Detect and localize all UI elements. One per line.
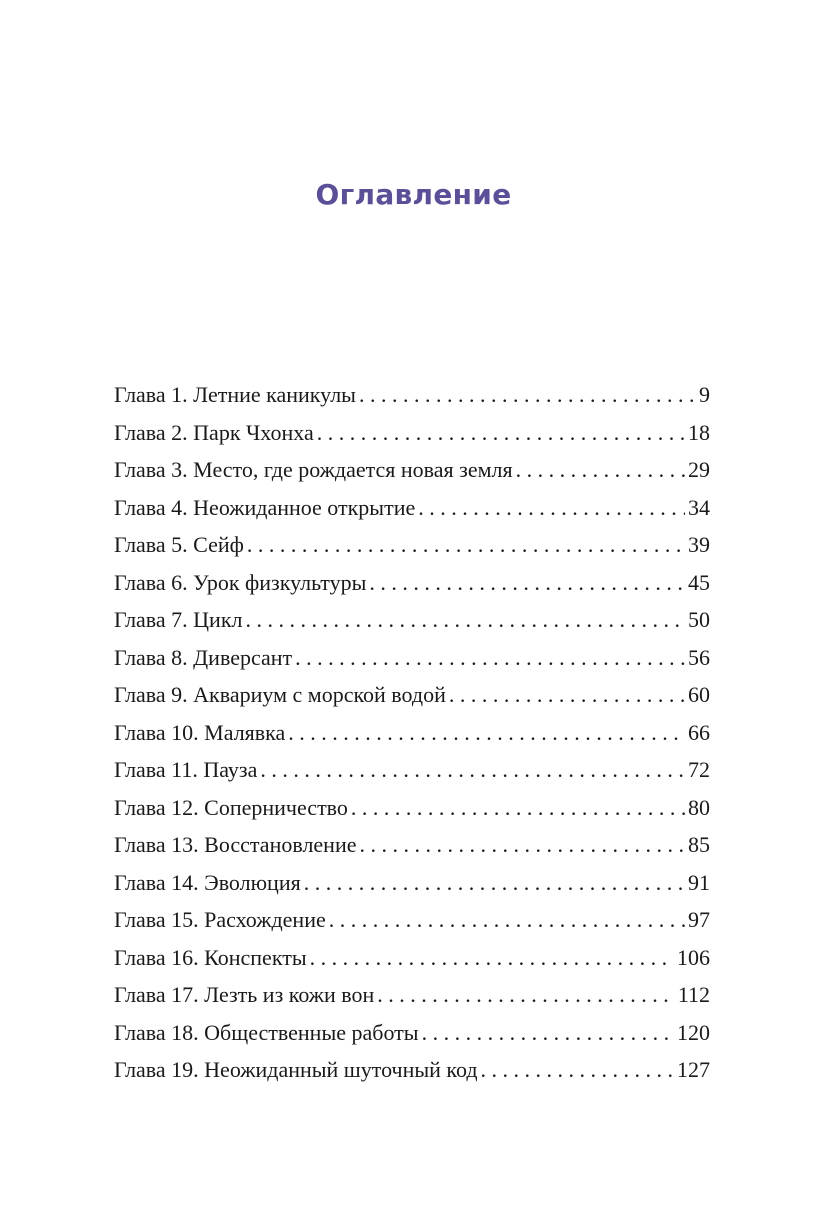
toc-entry-13[interactable] <box>114 826 710 864</box>
toc-entry-label: Глава 5. Сейф <box>114 532 244 557</box>
toc-dot-leader <box>418 489 685 527</box>
toc-entry-label: Глава 14. Эволюция <box>114 869 301 895</box>
toc-entry-label: Глава 10. Малявка <box>114 719 286 745</box>
toc-entry-label: Глава 4. Неожиданное открытие <box>114 494 416 520</box>
toc-entry-page: 34 <box>688 494 710 520</box>
toc-entry-page: 127 <box>677 1057 710 1082</box>
toc-entry-label: Глава 18. Общественные работы <box>114 1019 419 1045</box>
toc-dot-leader <box>329 901 685 939</box>
toc-dot-leader <box>351 789 685 827</box>
toc-entry-2[interactable] <box>114 414 710 452</box>
toc-dot-leader <box>359 376 696 414</box>
toc-dot-leader <box>360 826 686 864</box>
toc-entry-10[interactable] <box>114 714 710 752</box>
toc-entry-label: Глава 1. Летние каникулы <box>114 382 356 407</box>
toc-entry-page: 50 <box>688 607 710 632</box>
toc-entry-page: 39 <box>688 532 710 557</box>
toc-dot-leader <box>288 714 685 752</box>
toc-entry-label: Глава 16. Конспекты <box>114 944 307 970</box>
toc-entry-page: 72 <box>688 757 710 782</box>
toc-entry-12[interactable] <box>114 789 710 827</box>
toc-entry-page: 45 <box>688 569 710 595</box>
toc-entry-7[interactable] <box>114 601 710 639</box>
toc-entry-label: Глава 8. Диверсант <box>114 644 293 670</box>
table-of-contents <box>114 376 710 1089</box>
toc-entry-page: 56 <box>688 644 710 670</box>
toc-entry-page: 120 <box>677 1019 710 1045</box>
toc-dot-leader <box>422 1014 674 1052</box>
toc-entry-page: 66 <box>688 719 710 745</box>
toc-entry-11[interactable] <box>114 751 710 789</box>
toc-entry-label: Глава 7. Цикл <box>114 607 243 632</box>
toc-entry-label: Глава 13. Восстановление <box>114 832 357 857</box>
toc-entry-3[interactable] <box>114 451 710 489</box>
toc-entry-16[interactable] <box>114 939 710 977</box>
toc-entry-label: Глава 15. Расхождение <box>114 907 326 932</box>
toc-dot-leader <box>247 526 685 564</box>
toc-entry-page: 9 <box>699 382 710 407</box>
toc-entry-page: 91 <box>688 869 710 895</box>
toc-dot-leader <box>310 939 674 977</box>
toc-entry-label: Глава 12. Соперничество <box>114 794 348 820</box>
toc-entry-page: 29 <box>688 457 710 482</box>
toc-entry-label: Глава 3. Место, где рождается новая земля <box>114 457 513 482</box>
toc-entry-label: Глава 17. Лезть из кожи вон <box>114 982 375 1007</box>
toc-entry-9[interactable] <box>114 676 710 714</box>
toc-entry-17[interactable] <box>114 976 710 1014</box>
toc-entry-page: 60 <box>688 682 710 707</box>
toc-dot-leader <box>260 751 685 789</box>
toc-entry-6[interactable] <box>114 564 710 602</box>
toc-entry-5[interactable] <box>114 526 710 564</box>
toc-entry-page: 97 <box>688 907 710 932</box>
toc-entry-page: 112 <box>677 982 710 1007</box>
toc-entry-14[interactable] <box>114 864 710 902</box>
toc-entry-page: 85 <box>688 832 710 857</box>
toc-entry-page: 80 <box>688 794 710 820</box>
toc-entry-8[interactable] <box>114 639 710 677</box>
toc-dot-leader <box>317 414 685 452</box>
toc-entry-label: Глава 6. Урок физкультуры <box>114 569 367 595</box>
toc-dot-leader <box>377 976 675 1014</box>
toc-dot-leader <box>449 676 685 714</box>
toc-dot-leader <box>369 564 685 602</box>
toc-entry-4[interactable] <box>114 489 710 527</box>
toc-entry-18[interactable] <box>114 1014 710 1052</box>
page-title: Оглавление <box>315 178 512 211</box>
toc-entry-1[interactable] <box>114 376 710 414</box>
toc-dot-leader <box>516 451 685 489</box>
toc-dot-leader <box>246 601 686 639</box>
toc-entry-label: Глава 11. Пауза <box>114 757 258 782</box>
toc-entry-15[interactable] <box>114 901 710 939</box>
toc-entry-label: Глава 19. Неожиданный шуточный код <box>114 1057 478 1082</box>
toc-entry-label: Глава 2. Парк Чхонха <box>114 419 314 445</box>
toc-entry-label: Глава 9. Аквариум с морской водой <box>114 682 446 707</box>
toc-dot-leader <box>295 639 685 677</box>
toc-entry-19[interactable] <box>114 1051 710 1089</box>
toc-entry-page: 18 <box>688 419 710 445</box>
toc-entry-page: 106 <box>677 944 710 970</box>
toc-dot-leader <box>304 864 685 902</box>
toc-dot-leader <box>481 1051 674 1089</box>
